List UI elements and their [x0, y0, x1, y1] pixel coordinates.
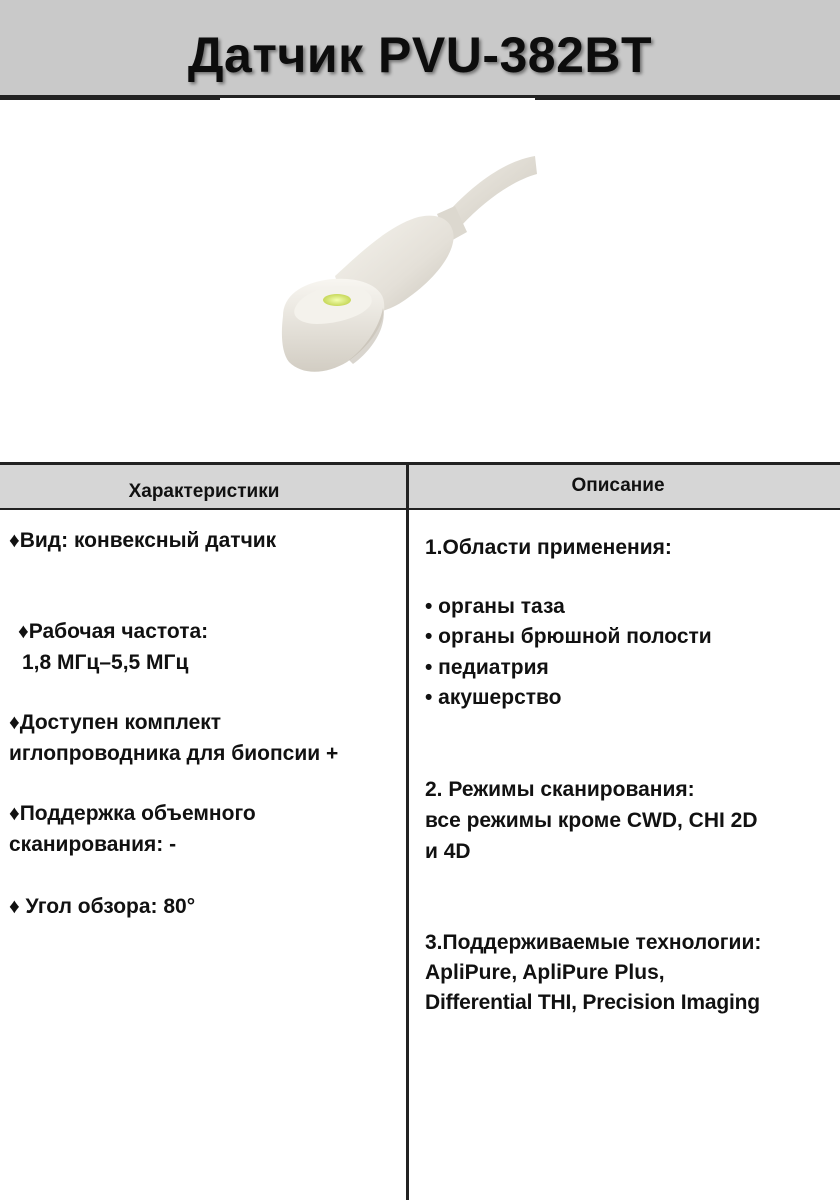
title-bar [0, 0, 840, 98]
description-section3-title: 3.Поддерживаемые технологии: [425, 931, 762, 954]
description-section1-item: • педиатрия [425, 656, 549, 679]
title-underline-right [535, 98, 840, 100]
characteristic-volume-line2: сканирования: - [9, 833, 177, 856]
description-section1-item: • акушерство [425, 686, 562, 709]
characteristic-angle: ♦ Угол обзора: 80° [9, 895, 196, 918]
characteristic-frequency-label: ♦Рабочая частота: [18, 620, 209, 643]
description-section3-line1: ApliPure, ApliPure Plus, [425, 961, 665, 984]
description-section3-line2: Differential THI, Precision Imaging [425, 991, 760, 1014]
table-header [0, 462, 840, 510]
description-section2-line2: и 4D [425, 840, 471, 863]
description-section1-title: 1.Области применения: [425, 536, 672, 559]
title-underline-left [0, 98, 220, 100]
description-section1-item: • органы брюшной полости [425, 625, 712, 648]
page-title: Датчик PVU-382BT [187, 27, 653, 83]
characteristic-biopsy-line2: иглопроводника для биопсии + [9, 742, 339, 765]
characteristic-biopsy-line1: ♦Доступен комплект [9, 711, 222, 734]
description-section2-line1: все режимы кроме CWD, CHI 2D [425, 809, 758, 832]
column-divider [406, 462, 409, 1200]
ultrasound-probe-image [265, 148, 550, 388]
column-header-description: Описание [571, 475, 665, 496]
characteristic-volume-line1: ♦Поддержка объемного [9, 802, 256, 825]
description-section1-item: • органы таза [425, 595, 565, 618]
description-section2-title: 2. Режимы сканирования: [425, 778, 695, 801]
column-header-characteristics: Характеристики [128, 481, 280, 502]
characteristic-type: ♦Вид: конвексный датчик [9, 529, 277, 552]
characteristic-frequency-value: 1,8 МГц–5,5 МГц [22, 651, 189, 674]
